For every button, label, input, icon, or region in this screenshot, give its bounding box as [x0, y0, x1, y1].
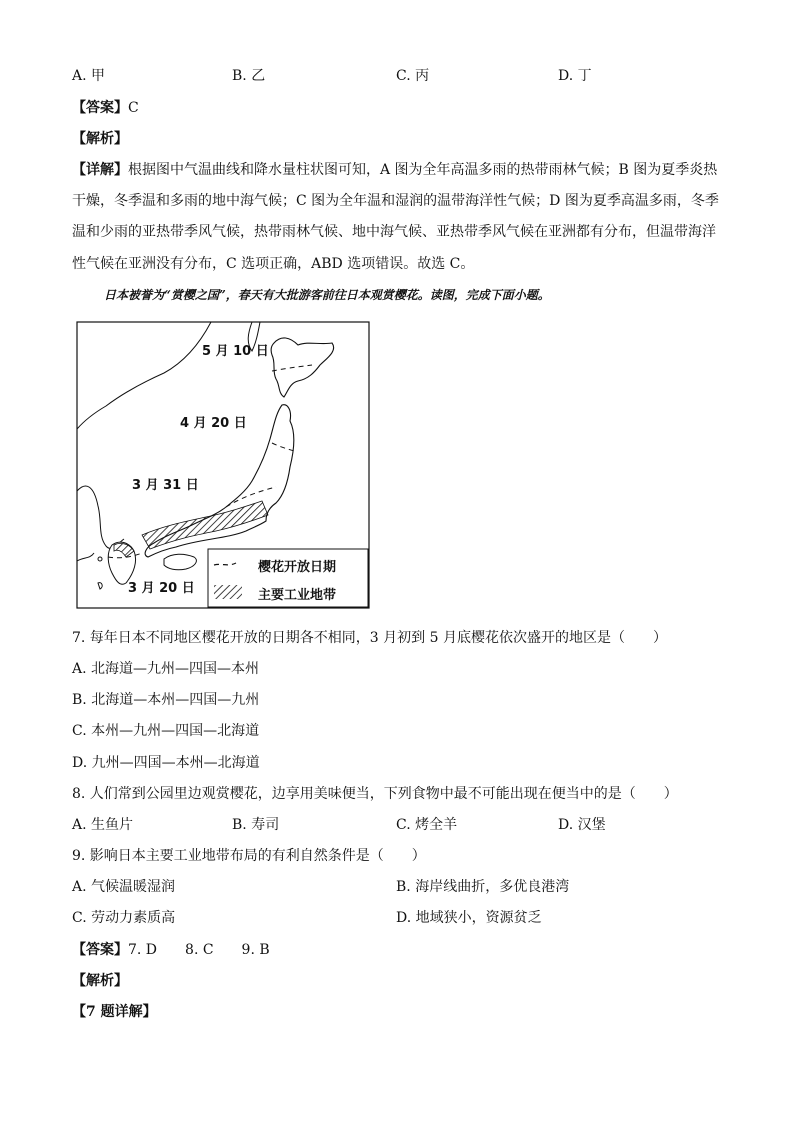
q7-detail-tag: 【7 题详解】	[72, 1004, 157, 1020]
q7-option-a: A. 北海道—九州—四国—本州	[72, 661, 260, 677]
q9-option-b: B. 海岸线曲折，多优良港湾	[396, 879, 570, 895]
detail-line-1	[72, 160, 717, 180]
analysis2-tag: 【解析】	[72, 973, 128, 989]
q8-stem: 8. 人们常到公园里边观赏樱花，边享用美味便当，下列食物中最不可能出现在便当中的是（ ）	[72, 786, 678, 802]
detail-line-2: 干燥，冬季温和多雨的地中海气候；C 图为全年温和湿润的温带海洋性气候；D 图为夏季高温多雨，冬季	[72, 193, 719, 209]
map-intro: 日本被誉为“赏樱之国”，春天有大批游客前往日本观赏樱花。读图，完成下面小题。	[104, 288, 550, 302]
q9-option-d: D. 地域狭小，资源贫乏	[396, 910, 542, 926]
q8-option-b: B. 寿司	[232, 817, 280, 833]
answers-tag: 【答案】	[72, 942, 128, 958]
q6-option-b: B. 乙	[232, 68, 266, 84]
q7-option-c: C. 本州—九州—四国—北海道	[72, 723, 260, 739]
answer-tag: 【答案】	[72, 100, 128, 116]
q9-option-a: A. 气候温暖湿润	[72, 879, 176, 895]
q6-option-a: A. 甲	[72, 68, 106, 84]
detail-line-4: 性气候在亚洲没有分布，C 选项正确，ABD 选项错误。故选 C。	[72, 256, 475, 272]
q9-stem: 9. 影响日本主要工业地带布局的有利自然条件是（ ）	[72, 848, 426, 864]
q7-option-d: D. 九州—四国—本州—北海道	[72, 755, 260, 771]
answer-value: C	[128, 100, 139, 116]
date-label-may10: 5 月 10 日	[202, 344, 269, 359]
q8-option-d: D. 汉堡	[558, 817, 606, 833]
date-label-mar31: 3 月 31 日	[132, 478, 199, 493]
q7-stem: 7. 每年日本不同地区樱花开放的日期各不相同，3 月初到 5 月底樱花依次盛开的地区是（ ）	[72, 630, 667, 646]
answers-line	[72, 940, 270, 960]
q8-option-c: C. 烤全羊	[396, 817, 458, 833]
q6-option-d: D. 丁	[558, 68, 592, 84]
detail-tag: 【详解】	[72, 162, 128, 178]
legend-hatch-icon	[214, 585, 242, 599]
q6-answer	[72, 98, 139, 118]
legend-industrial-belt: 主要工业地带	[258, 588, 337, 603]
q9-option-c: C. 劳动力素质高	[72, 910, 176, 926]
analysis-tag: 【解析】	[72, 131, 128, 147]
detail-line-3: 温和少雨的亚热带季风气候，热带雨林气候、地中海气候、亚热带季风气候在亚洲都有分布，但温带海洋	[72, 224, 716, 240]
q6-option-c: C. 丙	[396, 68, 430, 84]
date-label-apr20: 4 月 20 日	[180, 416, 247, 431]
detail-text: 根据图中气温曲线和降水量柱状图可知，A 图为全年高温多雨的热带雨林气候；B 图为夏季炎热	[128, 162, 718, 178]
legend-bloom-date: 樱花开放日期	[258, 560, 337, 575]
q8-option-a: A. 生鱼片	[72, 817, 134, 833]
date-label-mar20: 3 月 20 日	[128, 581, 195, 596]
q7-option-b: B. 北海道—本州—四国—九州	[72, 692, 260, 708]
japan-cherry-blossom-map	[76, 321, 370, 609]
answers-values: 7. D 8. C 9. B	[128, 942, 270, 958]
